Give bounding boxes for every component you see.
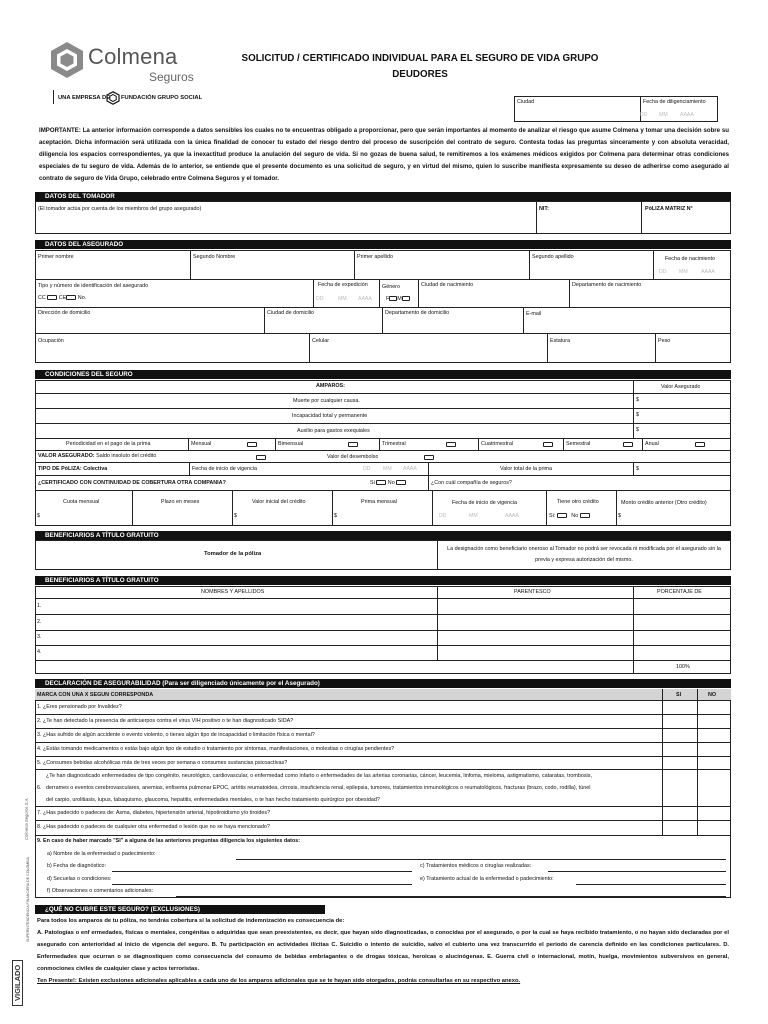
- tomador-header: DATOS DEL TOMADOR: [35, 192, 731, 201]
- q6-line3: del carpio, urolitiasis, lupus, tabaquismo, glaucoma, hepatitis, enfermedades mentales, o te han hecho tratamiento quirúrgico por obesidad?: [46, 797, 380, 803]
- fecha-exp-mm[interactable]: MM: [338, 296, 347, 302]
- page-title: SOLICITUD / CERTIFICADO INDIVIDUAL PARA EL SEGURO DE VIDA GRUPO DEUDORES: [241, 53, 599, 80]
- valor-total-label: Valor total de la prima: [500, 466, 553, 472]
- q9-f: f) Observaciones o comentarios adicionales:: [47, 888, 154, 894]
- decl-marca: MARCA CON UNA X SEGÚN CORRESPONDA: [37, 692, 154, 698]
- plazo-label: Plazo en meses: [161, 499, 200, 505]
- q1: 1. ¿Eres pensionado por Invalidez?: [37, 704, 122, 710]
- fill-date-mm[interactable]: MM: [659, 112, 668, 118]
- fill-date-aaaa[interactable]: AAAA: [680, 112, 694, 118]
- valor-aseg-row: VALOR ASEGURADO: Saldo insoluto del crédito: [38, 453, 157, 459]
- excl-header: ¿QUÉ NO CUBRE ESTE SEGURO? (EXCLUSIONES): [35, 905, 325, 914]
- cuatrimestral-checkbox[interactable]: [543, 442, 553, 447]
- q7: 7. ¿Has padecido o padeces de: Asma, diabetes, hipertensión arterial, hipotiroidismo y/o tiroides?: [37, 810, 271, 816]
- q6-line1: ¿Te han diagnosticado enfermedades de tipo congénito, neurológico, cardiovascular, o enfermedad como infarto o enfermedades de las arterias coronarias, cáncer, leucemia, linfoma, mieloma, astigmatismo, cataratas, trombosis,: [46, 773, 592, 779]
- benef-col-parentesco: PARENTESCO: [514, 589, 551, 595]
- q5: 5. ¿Consumes bebidas alcohólicas más de tres veces por semana o consumes sustancias psicoactivas?: [37, 760, 288, 766]
- fecha-nac-aaaa[interactable]: AAAA: [701, 269, 715, 275]
- genero-choices[interactable]: F M: [386, 296, 410, 302]
- valor-asegurado-col: Valor Asegurado: [661, 384, 701, 390]
- benef-col-nombres: NOMBRES Y APELLIDOS: [201, 589, 265, 595]
- estatura-label: Estatura: [550, 338, 571, 344]
- benef1-tomador: Tomador de la póliza: [204, 551, 262, 557]
- anual-option[interactable]: Anual: [645, 441, 715, 447]
- id-type-choices[interactable]: CC CE No.: [38, 295, 87, 301]
- cuatrimestral-option[interactable]: Cuatrimestral: [481, 441, 561, 447]
- q8: 8. ¿Has padecido o padeces de cualquier otra enfermedad o lesión que no se haya mencionado?: [37, 824, 270, 830]
- excl-note: Ten Presente!: Existen exclusiones adicionales aplicables a cada uno de los amparos adicionales que se te hayan sido otorgados, podrás consultarlas en su respectivo anexo.: [37, 978, 521, 984]
- con-cual-label: ¿Con cuál compañía de seguros?: [431, 480, 512, 486]
- decl-si: SI: [676, 692, 682, 698]
- asegurado-header: DATOS DEL ASEGURADO: [35, 240, 731, 249]
- prima-mensual-label: Prima mensual: [361, 499, 397, 505]
- valor-desembolso-label: Valor del desembolso: [327, 454, 379, 460]
- q9: 9. En caso de haber marcado "SI" a alguna de las anteriores preguntas diligencia los siguientes datos:: [37, 838, 301, 844]
- fecha-inicio-label: Fecha de inicio de vigencia: [192, 466, 258, 472]
- tipo-id-label: Tipo y número de identificación del asegurado: [38, 283, 149, 289]
- segundo-nombre-label: Segundo Nombre: [193, 254, 236, 260]
- desembolso-checkbox[interactable]: [424, 455, 434, 460]
- trimestral-option[interactable]: Trimestral: [382, 441, 476, 447]
- q9-b: b) Fecha de diagnóstico:: [47, 863, 107, 869]
- mensual-option[interactable]: Mensual: [191, 441, 271, 447]
- fecha-exp-label: Fecha de expedición: [318, 282, 368, 288]
- certificado-choices[interactable]: Si No: [370, 480, 406, 486]
- benef-row-4[interactable]: 4.: [37, 649, 42, 655]
- certificado-label: ¿CERTIFICADO CON CONTINUIDAD DE COBERTURA OTRA COMPAÑÍA?: [38, 480, 226, 486]
- otro-no-checkbox[interactable]: [580, 513, 590, 518]
- semestral-checkbox[interactable]: [623, 442, 633, 447]
- valor-total-dollar[interactable]: $: [636, 466, 639, 472]
- q9-d: d) Secuelas o condiciones:: [47, 876, 112, 882]
- city-label: Ciudad: [517, 99, 535, 105]
- important-notice: IMPORTANTE: La anterior información corresponde a datos sensibles los cuales no te encuentras obligado a proporcionar, pero que serán importantes al momento de analizar el riesgo que asume Colmena y tomar una decisión sobre su aceptación. Dicha información será utilizada con la única finalidad de conocer tu estado del riesgo dentro del proceso de suscripción del contrato de seguro. Contesta todas las preguntas sinceramente y con absoluta veracidad, diligencia los espacios correspondientes, ya que la inexactitud produce la anulación del seguro de vida. Si no gozas de buena salud, te remitiremos a los exámenes médicos exigidos por Colmena para determinar otras condiciones especiales de tu seguro de vida. Además de lo anterior, se entiende que el presente documento es una solicitud de seguro, y en virtud del mismo, quien lo suscribe manifiesta expresamente su deseo de adherirse como asegurado al contrato de seguro de Vida Grupo, celebrado entre Colmena Seguros y el tomador.: [39, 127, 729, 182]
- q3: 3. ¿Has sufrido de algún accidente o evento violento, o tienes algún tipo de incapacidad o limitación física o mental?: [37, 732, 315, 738]
- anual-checkbox[interactable]: [695, 442, 705, 447]
- q6-number: 6.: [37, 785, 42, 791]
- fecha-nac-mm[interactable]: MM: [679, 269, 688, 275]
- genero-label: Género: [382, 284, 400, 290]
- tipo-poliza-label: TIPO DE PóLIZA: Colectiva: [38, 466, 108, 472]
- fecha-inicio-dd[interactable]: DD: [363, 466, 371, 472]
- fecha-inicio-2-mm[interactable]: MM: [469, 513, 478, 519]
- periodicidad-label: Periodicidad en el pago de la prima: [66, 441, 151, 447]
- celular-label: Celular: [312, 338, 330, 344]
- monto-dollar[interactable]: $: [618, 513, 621, 519]
- q6-line2: derrames o eventos cerebrovasculares, anemias, enfisema pulmonar EPOC, artritis reumatoidea, cirrosis, insuficiencia renal, epilepsia, tumores, tratamientos inmunológicos o reumatológicos, fracturas (brazo, codo, rodilla), túnel: [46, 785, 591, 791]
- fecha-nac-label: Fecha de nacimiento: [665, 256, 716, 262]
- depto-dom-label: Departamento de domicilio: [385, 310, 450, 316]
- tiene-otro-label: Tiene otro crédito: [557, 499, 599, 505]
- saldo-checkbox[interactable]: [256, 455, 266, 460]
- benef-row-3[interactable]: 3.: [37, 634, 42, 640]
- fecha-exp-aaaa[interactable]: AAAA: [358, 296, 372, 302]
- amparos-label: AMPAROS:: [316, 383, 345, 389]
- brand-name: Colmena: [88, 44, 178, 69]
- trimestral-checkbox[interactable]: [446, 442, 456, 447]
- cert-si-checkbox[interactable]: [376, 480, 386, 485]
- direccion-label: Dirección de domicilio: [38, 310, 91, 316]
- incapacidad-dollar[interactable]: $: [636, 412, 639, 418]
- m-checkbox[interactable]: [402, 296, 410, 301]
- tagline-post: FUNDACIÓN GRUPO SOCIAL: [121, 95, 203, 101]
- benef2-header: BENEFICIARIOS A TÍTULO GRATUITO: [35, 576, 731, 585]
- q9-a: a) Nombre de la enfermedad o padecimiento:: [47, 851, 156, 857]
- tagline-pre: UNA EMPRESA DE: [58, 95, 111, 101]
- bimensual-option[interactable]: Bimensual: [278, 441, 376, 447]
- decl-no: NO: [708, 692, 717, 698]
- benef-row-1[interactable]: 1.: [37, 603, 42, 609]
- fecha-nac-dd[interactable]: DD: [659, 269, 667, 275]
- benef-total: 100%: [676, 664, 690, 670]
- tomador-desc: (El tomador actúa por cuenta de los miembros del grupo asegurado): [38, 206, 202, 212]
- decl-header: DECLARACIÓN DE ASEGURABILIDAD (Para ser diligenciado únicamente por el Asegurado): [35, 679, 731, 688]
- side-superintendencia: SUPERINTENDENCIA FINANCIERA DE COLOMBIA: [26, 856, 30, 942]
- q4: 4. ¿Estás tomando medicamentos o estás bajo algún tipo de estudio o tratamiento por síntomas, manifestaciones, o molestias o cirugías pendientes?: [37, 746, 395, 752]
- fecha-inicio-mm[interactable]: MM: [383, 466, 392, 472]
- peso-label: Peso: [658, 338, 671, 344]
- benef1-designacion: La designación como beneficiario oneroso al Tomador no podrá ser revocada ni modificada por el asegurado sin la previa y expresa autorización del mismo.: [447, 546, 721, 563]
- cert-no-checkbox[interactable]: [396, 480, 406, 485]
- incapacidad-label: Incapacidad total y permanente: [292, 413, 368, 419]
- q9-e: e) Tratamiento actual de la enfermedad o padecimiento:: [420, 876, 554, 882]
- cuota-label: Cuota mensual: [63, 499, 100, 505]
- fecha-inicio-aaaa[interactable]: AAAA: [403, 466, 417, 472]
- benef-col-porcentaje: PORCENTAJE DE: [657, 589, 702, 595]
- monto-anterior-label: Monto crédito anterior (Otro crédito): [621, 500, 707, 506]
- side-vigilado: VIGILADO: [12, 960, 23, 1006]
- excl-list: A. Patologías o enf ermedades, físicas o mentales, congénitas o adquiridas que sean preexistentes, es decir, que hayan sido diagnosticadas, o conocidas por el asegurado, o por la cual se haya recibido tratamiento, o no hayan sido declaradas por el asegurado con anterioridad al inicio de vigencia del seguro. B. Tu participación en actividades ilícitas C. Suicidio o intento de suicidio, salvo el cubierto una vez transcurrido el periodo de carencia definido en las condiciones particulares. D. Enfermedades que ocurran o se diagnostiquen como consecuencia del consumo de bebidas embriagantes o de drogas tóxicas, heroicas o alucinógenas. E. Guerra civil o internacional, motín, huelga, movimientos subversivos en general, conmociones civiles de cualquier clase y actos terroristas.: [37, 930, 729, 972]
- ciudad-dom-label: Ciudad de domicilio: [267, 310, 315, 316]
- fill-date-label: Fecha de diligenciamiento: [643, 99, 706, 105]
- fill-date-dd[interactable]: DD: [640, 112, 648, 118]
- muerte-dollar[interactable]: $: [636, 397, 639, 403]
- colmena-logo-icon: [50, 41, 84, 79]
- excl-intro: Para todos los amparos de tu póliza, no tendrás cobertura si la solicitud de indemnización es consecuencia de:: [37, 918, 345, 924]
- fundacion-logo-icon: [106, 91, 120, 105]
- segundo-apellido-label: Segundo apellido: [532, 254, 574, 260]
- fecha-inicio-2-aaaa[interactable]: AAAA: [505, 513, 519, 519]
- cc-checkbox[interactable]: [47, 295, 57, 300]
- fecha-inicio-2-dd[interactable]: DD: [439, 513, 447, 519]
- auxilio-label: Auxilio para gastos exequiales: [297, 428, 370, 434]
- ce-checkbox[interactable]: [66, 295, 76, 300]
- nit-label: NIT:: [539, 206, 549, 212]
- benef-row-2[interactable]: 2.: [37, 619, 42, 625]
- poliza-label: PóLIZA MATRIZ N°: [645, 206, 693, 212]
- side-colmena: Colmena Seguros S.A.: [24, 797, 29, 840]
- otro-credito-choices[interactable]: Si: No: [549, 513, 590, 519]
- auxilio-dollar[interactable]: $: [636, 427, 639, 433]
- muerte-label: Muerte por cualquier causa.: [293, 398, 360, 404]
- depto-nac-label: Departamento de nacimiento: [572, 282, 642, 288]
- cuota-dollar[interactable]: $: [37, 513, 40, 519]
- q2: 2. ¿Te han detectado la presencia de anticuerpos contra el virus VIH positivo o te han diagnosticado SIDA?: [37, 718, 294, 724]
- mensual-checkbox[interactable]: [247, 442, 257, 447]
- fecha-inicio-2-label: Fecha de inicio de vigencia: [452, 500, 518, 506]
- ciudad-nac-label: Ciudad de nacimiento: [421, 282, 474, 288]
- bimensual-checkbox[interactable]: [348, 442, 358, 447]
- otro-si-checkbox[interactable]: [557, 513, 567, 518]
- benef1-header: BENEFICIARIOS A TÍTULO GRATUITO: [35, 531, 731, 540]
- semestral-option[interactable]: Semestral: [566, 441, 640, 447]
- city-input[interactable]: [530, 105, 638, 119]
- condiciones-header: CONDICIONES DEL SEGURO: [35, 370, 731, 379]
- q9-c: c) Tratamientos médicos o cirugías realizadas:: [420, 863, 532, 869]
- tagline-divider: [53, 90, 54, 104]
- ocupacion-label: Ocupación: [38, 338, 64, 344]
- primer-apellido-label: Primer apellido: [357, 254, 393, 260]
- fecha-exp-dd[interactable]: DD: [316, 296, 324, 302]
- valor-inicial-dollar[interactable]: $: [234, 513, 237, 519]
- primer-nombre-label: Primer nombre: [38, 254, 74, 260]
- brand-sub: Seguros: [149, 70, 194, 84]
- prima-dollar[interactable]: $: [334, 513, 337, 519]
- email-label: E-mail: [526, 311, 542, 317]
- valor-inicial-label: Valor inicial del crédito: [252, 499, 306, 505]
